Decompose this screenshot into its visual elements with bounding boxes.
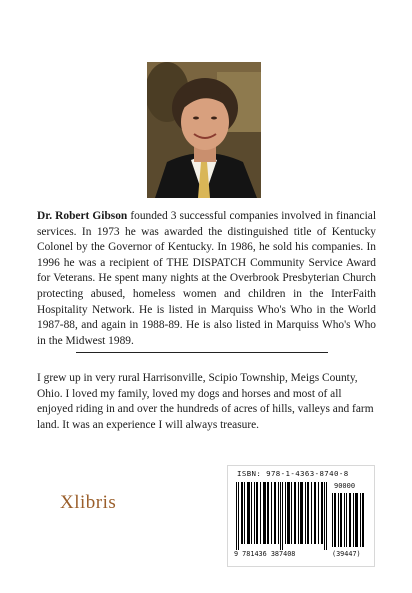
memoir-paragraph: I grew up in very rural Harrisonville, Scipio Township, Meigs County, Ohio. I loved my family, loved my dogs and horses and most of all enjoyed riding in and over the hundreds of acres of hills, valleys and farm land. It was an experience I will always treasure. xyxy=(37,372,374,431)
bio-author-name: Dr. Robert Gibson xyxy=(37,210,128,222)
author-bio xyxy=(37,209,376,349)
addon-price: 90000 xyxy=(334,482,356,490)
addon-digits: (39447) xyxy=(332,550,361,558)
bio-text: founded 3 successful companies involved in financial services. In 1973 he was awarded the distinguished title of Kentucky Colonel by the Governor of Kentucky. In 1986, he sold his companies. In 1996 he was a recipient of THE DISPATCH Community Service Award for Veterans. He spent many nights at the Overbrook Presbyterian Church protecting abused, homeless women and children in the InterFaith Hospitality Network. He is listed in Marquiss Who's Who in the World 1987-88, and again in 1988-89. He is also listed in Marquiss Who's Who in the Midwest 1989. xyxy=(37,210,376,347)
section-divider xyxy=(76,352,328,353)
barcode-panel xyxy=(227,465,375,567)
isbn-label: ISBN: 978-1-4363-8740-8 xyxy=(237,469,349,478)
author-photo xyxy=(147,62,261,198)
ean-barcode xyxy=(236,482,328,550)
addon-barcode xyxy=(332,493,366,547)
ean-digits: 9 781436 387408 xyxy=(234,550,296,558)
publisher-logo: Xlibris xyxy=(60,492,117,513)
